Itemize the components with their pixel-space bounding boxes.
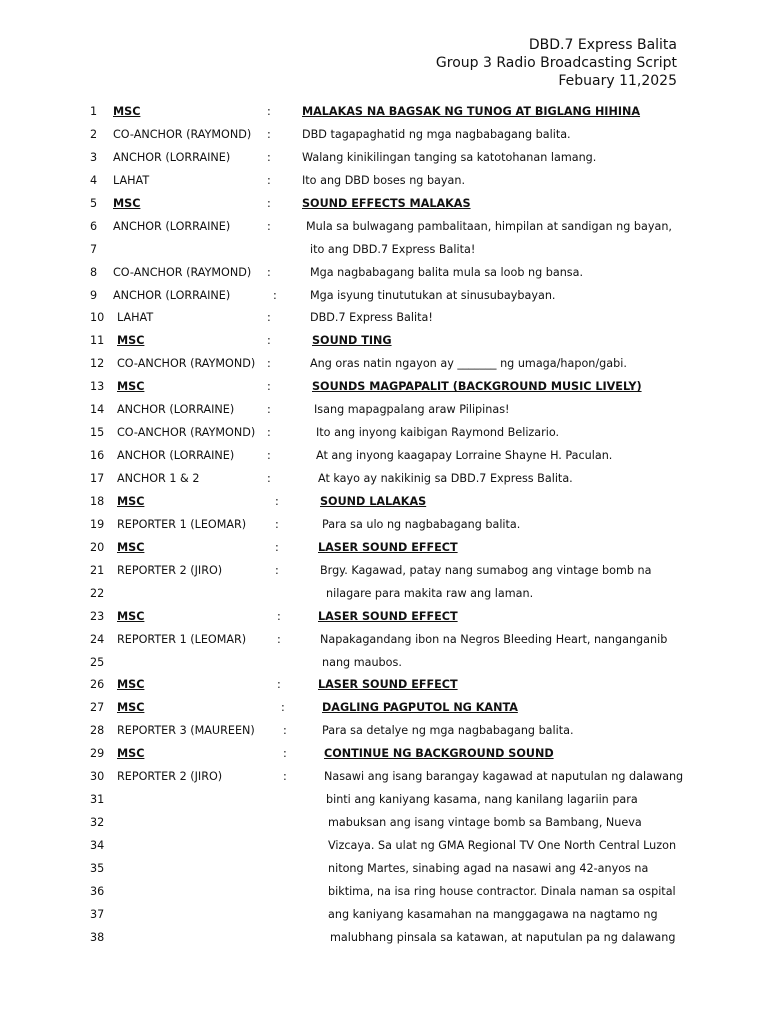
dialogue-line: At kayo ay nakikinig sa DBD.7 Express Balita. bbox=[318, 472, 573, 485]
dialogue-line: Ito ang DBD boses ng bayan. bbox=[302, 173, 466, 187]
script-line bbox=[0, 239, 768, 262]
dialogue-line: mabuksan ang isang vintage bomb sa Bambang, Nueva bbox=[328, 816, 642, 830]
script-line bbox=[0, 147, 768, 170]
sound-cue: DAGLING PAGPUTOL NG KANTA bbox=[322, 701, 518, 715]
script-line bbox=[0, 468, 768, 491]
line-number: 13 bbox=[90, 380, 105, 394]
line-number: 4 bbox=[90, 173, 98, 187]
separator-colon: : bbox=[277, 678, 281, 692]
speaker-label: CO-ANCHOR (RAYMOND) bbox=[113, 127, 252, 141]
separator-colon: : bbox=[283, 770, 287, 784]
script-line bbox=[0, 376, 768, 399]
dialogue-line: nilagare para makita raw ang laman. bbox=[326, 586, 534, 600]
script-line bbox=[0, 652, 768, 675]
line-number: 6 bbox=[90, 219, 98, 233]
sound-cue: SOUNDS MAGPAPALIT (BACKGROUND MUSIC LIVELY) bbox=[312, 380, 642, 394]
script-line bbox=[0, 720, 768, 743]
script-line bbox=[0, 766, 768, 789]
sound-cue: MALAKAS NA BAGSAK NG TUNOG AT BIGLANG HIHINA bbox=[302, 105, 641, 118]
dialogue-line: Mula sa bulwagang pambalitaan, himpilan at sandigan ng bayan, bbox=[306, 219, 672, 233]
script-line bbox=[0, 124, 768, 147]
separator-colon: : bbox=[267, 127, 271, 141]
speaker-label: MSC bbox=[113, 196, 141, 210]
script-line bbox=[0, 743, 768, 766]
separator-colon: : bbox=[275, 494, 279, 508]
document-date: Febuary 11,2025 bbox=[558, 73, 677, 89]
script-line bbox=[0, 170, 768, 193]
speaker-label: CO-ANCHOR (RAYMOND) bbox=[117, 426, 256, 440]
sound-cue: LASER SOUND EFFECT bbox=[318, 678, 458, 692]
speaker-label: ANCHOR (LORRAINE) bbox=[113, 288, 231, 302]
line-number: 8 bbox=[90, 265, 98, 279]
line-number: 7 bbox=[90, 242, 98, 256]
separator-colon: : bbox=[267, 105, 271, 118]
line-number: 22 bbox=[90, 586, 105, 600]
dialogue-line: Vizcaya. Sa ulat ng GMA Regional TV One North Central Luzon bbox=[328, 839, 677, 852]
document-subtitle: Group 3 Radio Broadcasting Script bbox=[435, 55, 677, 71]
script-line bbox=[0, 629, 768, 652]
speaker-label: REPORTER 2 (JIRO) bbox=[117, 563, 223, 577]
dialogue-line: Brgy. Kagawad, patay nang sumabog ang vintage bomb na bbox=[320, 563, 652, 577]
line-number: 16 bbox=[90, 449, 105, 463]
separator-colon: : bbox=[267, 196, 271, 210]
dialogue-line: biktima, na isa ring house contractor. Dinala naman sa ospital bbox=[328, 884, 676, 898]
script-line bbox=[0, 560, 768, 583]
speaker-label: CO-ANCHOR (RAYMOND) bbox=[117, 357, 256, 371]
line-number: 15 bbox=[90, 426, 105, 440]
script-line bbox=[0, 285, 768, 308]
script-line bbox=[0, 697, 768, 720]
script-line bbox=[0, 835, 768, 858]
line-number: 5 bbox=[90, 196, 98, 210]
script-line bbox=[0, 881, 768, 904]
dialogue-line: Mga nagbabagang balita mula sa loob ng bansa. bbox=[310, 265, 584, 279]
line-number: 3 bbox=[90, 150, 98, 164]
dialogue-line: nitong Martes, sinabing agad na nasawi ang 42-anyos na bbox=[328, 861, 649, 875]
line-number: 19 bbox=[90, 517, 105, 531]
line-number: 29 bbox=[90, 747, 105, 761]
line-number: 36 bbox=[90, 884, 105, 898]
dialogue-line: Isang mapagpalang araw Pilipinas! bbox=[314, 403, 510, 417]
dialogue-line: Napakagandang ibon na Negros Bleeding Heart, nanganganib bbox=[320, 632, 668, 646]
separator-colon: : bbox=[267, 150, 271, 164]
speaker-label: LAHAT bbox=[117, 311, 154, 325]
separator-colon: : bbox=[267, 265, 271, 279]
dialogue-line: Mga isyung tinututukan at sinusubaybayan. bbox=[310, 288, 556, 302]
dialogue-line: Walang kinikilingan tanging sa katotohanan lamang. bbox=[302, 150, 597, 164]
line-number: 9 bbox=[90, 288, 98, 302]
script-line bbox=[0, 216, 768, 239]
line-number: 34 bbox=[90, 839, 105, 852]
sound-cue: LASER SOUND EFFECT bbox=[318, 540, 458, 554]
line-number: 18 bbox=[90, 494, 105, 508]
script-line bbox=[0, 262, 768, 285]
dialogue-line: binti ang kaniyang kasama, nang kanilang lagariin para bbox=[326, 793, 638, 807]
document-title: DBD.7 Express Balita bbox=[528, 37, 677, 53]
speaker-label: REPORTER 2 (JIRO) bbox=[117, 770, 223, 784]
script-lines bbox=[0, 101, 768, 950]
separator-colon: : bbox=[267, 403, 271, 417]
line-number: 26 bbox=[90, 678, 105, 692]
separator-colon: : bbox=[267, 173, 271, 187]
line-number: 10 bbox=[90, 311, 105, 325]
script-line bbox=[0, 514, 768, 537]
line-number: 38 bbox=[90, 930, 105, 944]
line-number: 2 bbox=[90, 127, 98, 141]
script-line bbox=[0, 422, 768, 445]
script-line bbox=[0, 445, 768, 468]
line-number: 27 bbox=[90, 701, 105, 715]
script-line bbox=[0, 904, 768, 927]
speaker-label: MSC bbox=[117, 701, 145, 715]
separator-colon: : bbox=[267, 472, 271, 485]
line-number: 24 bbox=[90, 632, 105, 646]
dialogue-line: ito ang DBD.7 Express Balita! bbox=[310, 242, 476, 256]
speaker-label: MSC bbox=[117, 494, 145, 508]
dialogue-line: DBD tagapaghatid ng mga nagbabagang balita. bbox=[302, 127, 571, 141]
script-line bbox=[0, 674, 768, 697]
speaker-label: MSC bbox=[117, 747, 145, 761]
separator-colon: : bbox=[275, 517, 279, 531]
speaker-label: REPORTER 1 (LEOMAR) bbox=[117, 517, 247, 531]
dialogue-line: Ito ang inyong kaibigan Raymond Belizario. bbox=[316, 426, 560, 440]
line-number: 25 bbox=[90, 655, 105, 669]
line-number: 30 bbox=[90, 770, 105, 784]
script-line bbox=[0, 330, 768, 353]
script-line bbox=[0, 812, 768, 835]
sound-cue: SOUND LALAKAS bbox=[320, 494, 427, 508]
sound-cue: LASER SOUND EFFECT bbox=[318, 609, 458, 623]
script-line bbox=[0, 606, 768, 629]
separator-colon: : bbox=[277, 609, 281, 623]
speaker-label: REPORTER 3 (MAUREEN) bbox=[117, 724, 255, 738]
line-number: 12 bbox=[90, 357, 105, 371]
separator-colon: : bbox=[281, 701, 285, 715]
script-line bbox=[0, 399, 768, 422]
speaker-label: MSC bbox=[117, 609, 145, 623]
script-line bbox=[0, 193, 768, 216]
document-header bbox=[436, 36, 677, 90]
line-number: 11 bbox=[90, 334, 105, 348]
line-number: 23 bbox=[90, 609, 105, 623]
dialogue-line: malubhang pinsala sa katawan, at naputulan pa ng dalawang bbox=[330, 930, 676, 944]
dialogue-line: Para sa detalye ng mga nagbabagang balita. bbox=[322, 724, 574, 738]
dialogue-line: Ang oras natin ngayon ay _______ ng umaga/hapon/gabi. bbox=[310, 357, 627, 371]
separator-colon: : bbox=[283, 747, 287, 761]
separator-colon: : bbox=[267, 449, 271, 463]
sound-cue: SOUND TING bbox=[312, 334, 392, 348]
line-number: 17 bbox=[90, 472, 105, 485]
separator-colon: : bbox=[267, 334, 271, 348]
script-line bbox=[0, 927, 768, 950]
speaker-label: MSC bbox=[117, 334, 145, 348]
separator-colon: : bbox=[267, 357, 271, 371]
speaker-label: ANCHOR (LORRAINE) bbox=[117, 449, 235, 463]
separator-colon: : bbox=[267, 426, 271, 440]
speaker-label: MSC bbox=[117, 678, 145, 692]
separator-colon: : bbox=[273, 288, 277, 302]
speaker-label: REPORTER 1 (LEOMAR) bbox=[117, 632, 247, 646]
speaker-label: LAHAT bbox=[113, 173, 150, 187]
script-line bbox=[0, 491, 768, 514]
sound-cue: SOUND EFFECTS MALAKAS bbox=[302, 196, 471, 210]
line-number: 35 bbox=[90, 861, 105, 875]
dialogue-line: DBD.7 Express Balita! bbox=[310, 311, 433, 325]
script-line bbox=[0, 307, 768, 330]
line-number: 21 bbox=[90, 563, 105, 577]
speaker-label: ANCHOR (LORRAINE) bbox=[113, 219, 231, 233]
dialogue-line: Para sa ulo ng nagbabagang balita. bbox=[322, 517, 521, 531]
line-number: 37 bbox=[90, 907, 105, 921]
speaker-label: ANCHOR (LORRAINE) bbox=[113, 150, 231, 164]
speaker-label: ANCHOR 1 & 2 bbox=[117, 472, 200, 485]
speaker-label: MSC bbox=[113, 105, 141, 118]
speaker-label: MSC bbox=[117, 540, 145, 554]
separator-colon: : bbox=[277, 632, 281, 646]
line-number: 20 bbox=[90, 540, 105, 554]
script-line bbox=[0, 789, 768, 812]
dialogue-line: Nasawi ang isang barangay kagawad at naputulan ng dalawang bbox=[324, 770, 684, 784]
separator-colon: : bbox=[275, 563, 279, 577]
dialogue-line: ang kaniyang kasamahan na manggagawa na nagtamo ng bbox=[328, 907, 658, 921]
separator-colon: : bbox=[283, 724, 287, 738]
dialogue-line: nang maubos. bbox=[322, 655, 402, 669]
line-number: 1 bbox=[90, 105, 98, 118]
script-line bbox=[0, 583, 768, 606]
script-line bbox=[0, 537, 768, 560]
dialogue-line: At ang inyong kaagapay Lorraine Shayne H. Paculan. bbox=[316, 449, 613, 463]
script-line bbox=[0, 353, 768, 376]
line-number: 14 bbox=[90, 403, 105, 417]
separator-colon: : bbox=[267, 219, 271, 233]
line-number: 31 bbox=[90, 793, 105, 807]
script-line bbox=[0, 858, 768, 881]
sound-cue: CONTINUE NG BACKGROUND SOUND bbox=[324, 747, 554, 761]
speaker-label: MSC bbox=[117, 380, 145, 394]
speaker-label: CO-ANCHOR (RAYMOND) bbox=[113, 265, 252, 279]
separator-colon: : bbox=[275, 540, 279, 554]
line-number: 32 bbox=[90, 816, 105, 830]
separator-colon: : bbox=[267, 380, 271, 394]
script-line bbox=[0, 101, 768, 124]
line-number: 28 bbox=[90, 724, 105, 738]
separator-colon: : bbox=[267, 311, 271, 325]
speaker-label: ANCHOR (LORRAINE) bbox=[117, 403, 235, 417]
